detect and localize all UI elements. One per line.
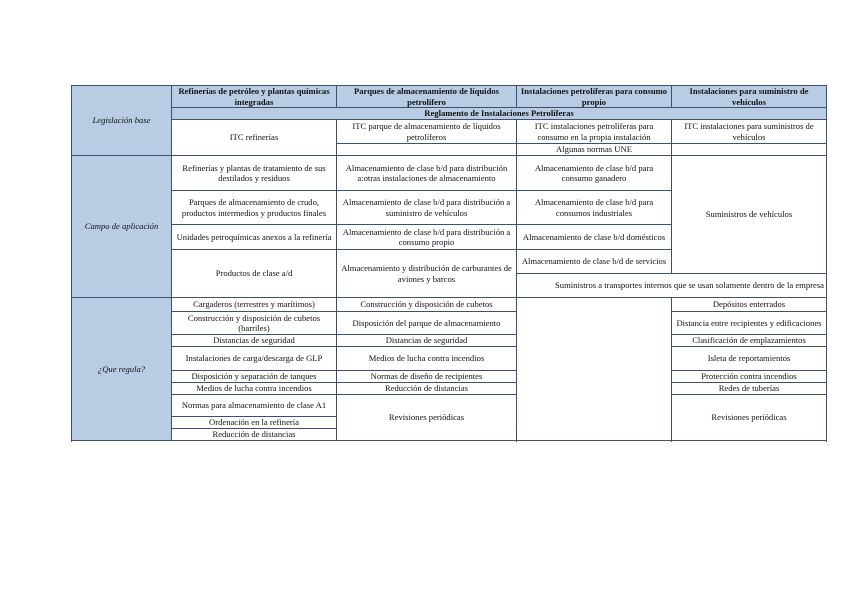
campo-col3-item: Almacenamiento de clase b/d domésticos [517,225,672,250]
campo-col3-item: Almacenamiento de clase b/d para consumo ganadero [517,156,672,191]
regula-col2-item: Normas de diseño de recipientes [337,371,517,383]
regula-col4-item: Depósitos enterrados [672,298,827,312]
regula-col1-item: Disposición y separación de tanques [172,371,337,383]
regula-col2-item: Reducción de distancias [337,383,517,395]
campo-col2-item: Almacenamiento de clase b/d para distribución a suministro de vehículos [337,191,517,225]
itc-parques: ITC parque de almacenamiento de líquidos petrolíferos [337,120,517,144]
campo-transportes-internos: Suministros a transportes internos que se usan solamente dentro de la empresa [517,274,827,298]
regula-col4-item: Protección contra incendios [672,371,827,383]
regula-col3-empty [517,298,672,441]
campo-col1-item: Parques de almacenamiento de crudo, productos intermedios y productos finales [172,191,337,225]
regula-col4-item: Distancia entre recipientes y edificaciones [672,312,827,335]
section-campo: Campo de aplicación [72,156,172,298]
itc-consumo: ITC instalaciones petrolíferas para consumo en la propia instalación [517,120,672,144]
regula-col1-item: Reducción de distancias [172,429,337,441]
regula-col2-item: Distancias de seguridad [337,335,517,347]
campo-col3-item: Almacenamiento de clase b/d de servicios [517,250,672,274]
regulation-table [71,85,827,441]
regula-col1-item: Distancias de seguridad [172,335,337,347]
section-regula: ¿Que regula? [72,298,172,441]
regula-col1-item: Ordenación en la refinería [172,417,337,429]
campo-col1-item: Productos de clase a/d [172,250,337,298]
regula-col4-item: Redes de tuberías [672,383,827,395]
regula-col2-item: Medios de lucha contra incendios [337,347,517,371]
normas-une: Algunas normas UNE [517,144,672,156]
header-refinerias: Refinerías de petróleo y plantas químicas integradas [172,86,337,108]
regula-col4-item: Clasificación de emplazamientos [672,335,827,347]
regula-col1-item: Instalaciones de carga/descarga de GLP [172,347,337,371]
regula-col2-item: Disposición del parque de almacenamiento [337,312,517,335]
blank-cell [672,144,827,156]
reglamento-row: Reglamento de Instalaciones Petrolíferas [172,108,827,120]
regula-col2-item: Construcción y disposición de cubetos [337,298,517,312]
itc-refinerias: ITC refinerías [172,120,337,156]
campo-col2-item: Almacenamiento de clase b/d para distribución a:otras instalaciones de almacenamiento [337,156,517,191]
regula-col1-item: Construcción y disposición de cubetos (barriles) [172,312,337,335]
campo-col2-item: Almacenamiento y distribución de carburantes de aviones y barcos [337,250,517,298]
header-parques: Parques de almacenamiento de líquidos petrolífero [337,86,517,108]
regula-col1-item: Cargaderos (terrestres y marítimos) [172,298,337,312]
campo-col3-item: Almacenamiento de clase b/d para consumos industriales [517,191,672,225]
blank-cell [337,144,517,156]
regula-col4-item: Revisiones periódicas [672,395,827,441]
campo-col4-item: Suministros de vehículos [672,156,827,274]
regula-col1-item: Normas para almacenamiento de clase A1 [172,395,337,417]
campo-col2-item: Almacenamiento de clase b/d para distribución a consumo propio [337,225,517,250]
campo-col1-item: Refinerías y plantas de tratamiento de sus destilados y residuos [172,156,337,191]
section-legislacion: Legislación base [72,86,172,156]
header-consumo-propio: Instalaciones petrolíferas para consumo propio [517,86,672,108]
header-suministro-vehiculos: Instalaciones para suministro de vehículos [672,86,827,108]
regula-col1-item: Medios de lucha contra incendios [172,383,337,395]
regula-col4-item: Isleta de reportamientos [672,347,827,371]
regula-col2-item: Revisiones periódicas [337,395,517,441]
campo-col1-item: Unidades petroquímicas anexos a la refinería [172,225,337,250]
itc-vehiculos: ITC instalaciones para suministros de vehículos [672,120,827,144]
